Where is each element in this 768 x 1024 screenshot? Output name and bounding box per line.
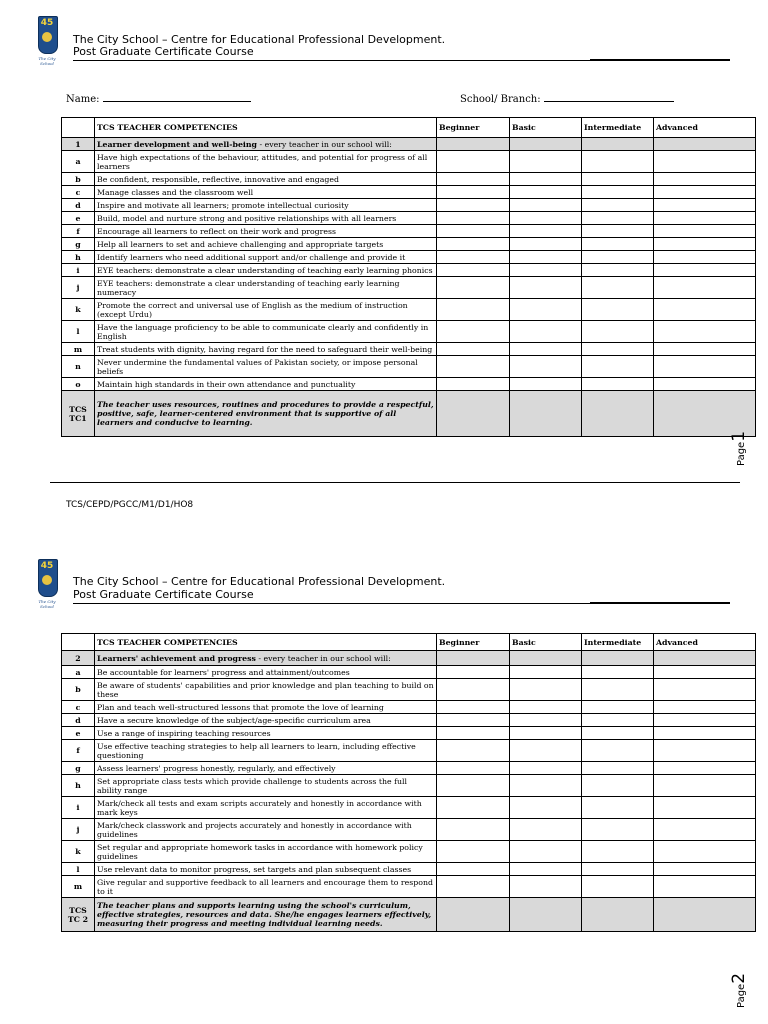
rating-beginner[interactable] — [437, 714, 510, 727]
header-title: The City School – Centre for Educational Professional Development. — [73, 33, 446, 46]
rating-intermediate[interactable] — [582, 819, 654, 841]
competency-text: Assess learners' progress honestly, regularly, and effectively — [95, 762, 437, 775]
table-row — [62, 343, 756, 356]
competency-text: Treat students with dignity, having regard for the need to safeguard their well-being — [95, 343, 437, 356]
rating-intermediate[interactable] — [582, 212, 654, 225]
rating-advanced[interactable] — [654, 863, 756, 876]
competency-text: EYE teachers: demonstrate a clear understanding of teaching early learning phonics — [95, 264, 437, 277]
header-rule-accent — [590, 602, 730, 604]
rating-advanced[interactable] — [654, 321, 756, 343]
rating-advanced[interactable] — [654, 225, 756, 238]
row-id: c — [62, 701, 95, 714]
rating-advanced[interactable] — [654, 238, 756, 251]
tc-statement: The teacher uses resources, routines and procedures to provide a respectful, positive, safe, learner-centered environment that is supportive of all learners and conducive to learning. — [95, 391, 437, 437]
school-logo: 45 The City School — [36, 16, 58, 66]
rating-intermediate[interactable] — [582, 238, 654, 251]
tc-id: TCS TC1 — [62, 391, 95, 437]
table-row — [62, 762, 756, 775]
header-title: The City School – Centre for Educational Professional Development. — [73, 575, 446, 588]
rating-basic[interactable] — [510, 740, 582, 762]
competency-text: Be accountable for learners' progress and attainment/outcomes — [95, 666, 437, 679]
rating-basic[interactable] — [510, 251, 582, 264]
row-id: e — [62, 212, 95, 225]
competency-text: Use relevant data to monitor progress, set targets and plan subsequent classes — [95, 863, 437, 876]
rating-beginner[interactable] — [437, 898, 510, 932]
rating-advanced[interactable] — [654, 343, 756, 356]
competency-text: Plan and teach well-structured lessons that promote the love of learning — [95, 701, 437, 714]
row-id: f — [62, 225, 95, 238]
rating-beginner[interactable] — [437, 679, 510, 701]
table-row — [62, 714, 756, 727]
row-id: b — [62, 173, 95, 186]
rating-beginner[interactable] — [437, 199, 510, 212]
rating-beginner[interactable] — [437, 666, 510, 679]
section-title: Learners' achievement and progress - every teacher in our school will: — [95, 651, 437, 666]
row-id: k — [62, 299, 95, 321]
rating-intermediate[interactable] — [582, 797, 654, 819]
table-row — [62, 212, 756, 225]
rating-advanced[interactable] — [654, 186, 756, 199]
rating-intermediate[interactable] — [582, 199, 654, 212]
table-row — [62, 264, 756, 277]
rating-beginner[interactable] — [437, 863, 510, 876]
rating-beginner[interactable] — [437, 186, 510, 199]
header-subtitle: Post Graduate Certificate Course — [73, 45, 254, 58]
competency-text: Manage classes and the classroom well — [95, 186, 437, 199]
rating-basic[interactable] — [510, 666, 582, 679]
rating-basic[interactable] — [510, 212, 582, 225]
rating-basic[interactable] — [510, 797, 582, 819]
rating-beginner[interactable] — [437, 299, 510, 321]
rating-beginner[interactable] — [437, 264, 510, 277]
rating-beginner[interactable] — [437, 343, 510, 356]
rating-beginner[interactable] — [437, 173, 510, 186]
header-beginner: Beginner — [437, 634, 510, 651]
row-id: d — [62, 714, 95, 727]
row-id: c — [62, 186, 95, 199]
row-id: b — [62, 679, 95, 701]
header-subtitle: Post Graduate Certificate Course — [73, 588, 254, 601]
row-id: l — [62, 863, 95, 876]
rating-intermediate[interactable] — [582, 378, 654, 391]
rating-beginner[interactable] — [437, 819, 510, 841]
rating-advanced[interactable] — [654, 701, 756, 714]
rating-basic[interactable] — [510, 727, 582, 740]
rating-beginner[interactable] — [437, 321, 510, 343]
table-row — [62, 876, 756, 898]
rating-advanced[interactable] — [654, 251, 756, 264]
rating-basic[interactable] — [510, 679, 582, 701]
header-intermediate: Intermediate — [582, 118, 654, 138]
branch-field[interactable]: School/ Branch: — [460, 93, 674, 105]
rating-advanced[interactable] — [654, 264, 756, 277]
row-id: m — [62, 876, 95, 898]
table-row — [62, 666, 756, 679]
table-row — [62, 863, 756, 876]
rating-beginner[interactable] — [437, 238, 510, 251]
competency-text: Mark/check all tests and exam scripts accurately and honestly in accordance with mark keys — [95, 797, 437, 819]
competency-text: Have high expectations of the behaviour, attitudes, and potential for progress of all learners — [95, 151, 437, 173]
table-row — [62, 277, 756, 299]
row-id: j — [62, 277, 95, 299]
page-number: Page1 — [729, 430, 749, 466]
row-id: k — [62, 841, 95, 863]
header-id-cell — [62, 118, 95, 138]
table-row — [62, 841, 756, 863]
header-id-cell — [62, 634, 95, 651]
rating-beginner[interactable] — [437, 701, 510, 714]
competency-text: Have the language proficiency to be able to communicate clearly and confidently in English — [95, 321, 437, 343]
row-id: g — [62, 238, 95, 251]
rating-advanced[interactable] — [654, 391, 756, 437]
rating-advanced[interactable] — [654, 775, 756, 797]
header-advanced: Advanced — [654, 634, 756, 651]
rating-beginner[interactable] — [437, 727, 510, 740]
rating-beginner[interactable] — [437, 225, 510, 238]
table-row — [62, 199, 756, 212]
rating-advanced[interactable] — [654, 666, 756, 679]
tc-id: TCS TC 2 — [62, 898, 95, 932]
rating-intermediate[interactable] — [582, 343, 654, 356]
competency-text: Be confident, responsible, reflective, innovative and engaged — [95, 173, 437, 186]
rating-intermediate[interactable] — [582, 277, 654, 299]
rating-intermediate[interactable] — [582, 898, 654, 932]
rating-intermediate[interactable] — [582, 679, 654, 701]
rating-intermediate[interactable] — [582, 391, 654, 437]
rating-basic[interactable] — [510, 819, 582, 841]
rating-advanced[interactable] — [654, 714, 756, 727]
header-rule-accent — [590, 59, 730, 61]
rating-intermediate[interactable] — [582, 775, 654, 797]
rating-intermediate[interactable] — [582, 740, 654, 762]
rating-basic[interactable] — [510, 775, 582, 797]
rating-basic[interactable] — [510, 238, 582, 251]
rating-basic[interactable] — [510, 863, 582, 876]
header-intermediate: Intermediate — [582, 634, 654, 651]
page-footer-rule — [50, 482, 740, 483]
section-title: Learner development and well-being - every teacher in our school will: — [95, 138, 437, 151]
row-id: a — [62, 666, 95, 679]
rating-beginner[interactable] — [437, 876, 510, 898]
competency-text: Build, model and nurture strong and positive relationships with all learners — [95, 212, 437, 225]
rating-advanced[interactable] — [654, 841, 756, 863]
rating-basic[interactable] — [510, 173, 582, 186]
row-id: n — [62, 356, 95, 378]
rating-intermediate[interactable] — [582, 151, 654, 173]
competency-text: Use a range of inspiring teaching resources — [95, 727, 437, 740]
rating-intermediate[interactable] — [582, 356, 654, 378]
rating-intermediate[interactable] — [582, 727, 654, 740]
table-row — [62, 378, 756, 391]
header-beginner: Beginner — [437, 118, 510, 138]
rating-advanced[interactable] — [654, 762, 756, 775]
rating-advanced[interactable] — [654, 819, 756, 841]
row-id: i — [62, 797, 95, 819]
rating-beginner[interactable] — [437, 775, 510, 797]
rating-intermediate[interactable] — [582, 173, 654, 186]
name-field[interactable]: Name: — [66, 93, 251, 105]
rating-basic[interactable] — [510, 199, 582, 212]
rating-intermediate[interactable] — [582, 701, 654, 714]
rating-advanced[interactable] — [654, 898, 756, 932]
table-row — [62, 701, 756, 714]
table-row — [62, 238, 756, 251]
rating-basic[interactable] — [510, 701, 582, 714]
rating-beginner[interactable] — [437, 277, 510, 299]
rating-basic[interactable] — [510, 391, 582, 437]
competency-text: Give regular and supportive feedback to all learners and encourage them to respond to it — [95, 876, 437, 898]
header-basic: Basic — [510, 634, 582, 651]
row-id: g — [62, 762, 95, 775]
rating-basic[interactable] — [510, 876, 582, 898]
rating-basic[interactable] — [510, 898, 582, 932]
table-row — [62, 679, 756, 701]
rating-basic[interactable] — [510, 151, 582, 173]
table-row — [62, 299, 756, 321]
header-basic: Basic — [510, 118, 582, 138]
row-id: l — [62, 321, 95, 343]
competency-text: Help all learners to set and achieve challenging and appropriate targets — [95, 238, 437, 251]
rating-basic[interactable] — [510, 186, 582, 199]
rating-beginner[interactable] — [437, 356, 510, 378]
header-competencies: TCS TEACHER COMPETENCIES — [95, 118, 437, 138]
page-number: Page2 — [729, 972, 749, 1008]
rating-basic[interactable] — [510, 299, 582, 321]
rating-advanced[interactable] — [654, 277, 756, 299]
competency-text: Inspire and motivate all learners; promote intellectual curiosity — [95, 199, 437, 212]
rating-basic[interactable] — [510, 714, 582, 727]
rating-intermediate[interactable] — [582, 714, 654, 727]
row-id: i — [62, 264, 95, 277]
rating-intermediate[interactable] — [582, 251, 654, 264]
rating-basic[interactable] — [510, 225, 582, 238]
row-id: d — [62, 199, 95, 212]
rating-beginner[interactable] — [437, 391, 510, 437]
rating-intermediate[interactable] — [582, 841, 654, 863]
rating-beginner[interactable] — [437, 740, 510, 762]
rating-advanced[interactable] — [654, 679, 756, 701]
row-id: e — [62, 727, 95, 740]
competency-text: Never undermine the fundamental values of Pakistan society, or impose personal beliefs — [95, 356, 437, 378]
rating-intermediate[interactable] — [582, 321, 654, 343]
rating-beginner[interactable] — [437, 841, 510, 863]
rating-beginner[interactable] — [437, 762, 510, 775]
rating-beginner[interactable] — [437, 212, 510, 225]
table-row — [62, 173, 756, 186]
competency-text: Promote the correct and universal use of English as the medium of instruction (except Urdu) — [95, 299, 437, 321]
rating-advanced[interactable] — [654, 356, 756, 378]
competency-text: Encourage all learners to reflect on their work and progress — [95, 225, 437, 238]
competency-text: Mark/check classwork and projects accurately and honestly in accordance with guidelines — [95, 819, 437, 841]
rating-basic[interactable] — [510, 277, 582, 299]
rating-advanced[interactable] — [654, 378, 756, 391]
row-id: o — [62, 378, 95, 391]
competency-text: Set regular and appropriate homework tasks in accordance with homework policy guidelines — [95, 841, 437, 863]
rating-intermediate[interactable] — [582, 762, 654, 775]
rating-basic[interactable] — [510, 841, 582, 863]
competency-text: Use effective teaching strategies to help all learners to learn, including effective questioning — [95, 740, 437, 762]
section-id: 1 — [62, 138, 95, 151]
competency-text: Have a secure knowledge of the subject/age-specific curriculum area — [95, 714, 437, 727]
rating-beginner[interactable] — [437, 251, 510, 264]
competency-text: EYE teachers: demonstrate a clear understanding of teaching early learning numeracy — [95, 277, 437, 299]
row-id: f — [62, 740, 95, 762]
rating-advanced[interactable] — [654, 876, 756, 898]
rating-advanced[interactable] — [654, 199, 756, 212]
table-row — [62, 819, 756, 841]
competency-table-2 — [61, 633, 756, 932]
rating-beginner[interactable] — [437, 797, 510, 819]
rating-advanced[interactable] — [654, 740, 756, 762]
header-advanced: Advanced — [654, 118, 756, 138]
table-row — [62, 225, 756, 238]
table-row — [62, 356, 756, 378]
rating-advanced[interactable] — [654, 173, 756, 186]
table-row — [62, 797, 756, 819]
document-code: TCS/CEPD/PGCC/M1/D1/HO8 — [66, 500, 194, 510]
row-id: a — [62, 151, 95, 173]
rating-advanced[interactable] — [654, 299, 756, 321]
competency-text: Be aware of students' capabilities and prior knowledge and plan teaching to build on these — [95, 679, 437, 701]
rating-advanced[interactable] — [654, 212, 756, 225]
competency-text: Set appropriate class tests which provide challenge to students across the full ability range — [95, 775, 437, 797]
rating-basic[interactable] — [510, 321, 582, 343]
table-row — [62, 186, 756, 199]
rating-beginner[interactable] — [437, 151, 510, 173]
tc-statement: The teacher plans and supports learning using the school's curriculum, effective strategies, resources and data. She/he engages learners effectively, measuring their progress and meeting individual learning needs. — [95, 898, 437, 932]
rating-basic[interactable] — [510, 264, 582, 277]
row-id: h — [62, 775, 95, 797]
rating-advanced[interactable] — [654, 151, 756, 173]
competency-text: Identify learners who need additional support and/or challenge and provide it — [95, 251, 437, 264]
rating-beginner[interactable] — [437, 378, 510, 391]
rating-intermediate[interactable] — [582, 299, 654, 321]
school-logo: 45 The City School — [36, 559, 58, 609]
table-row — [62, 251, 756, 264]
rating-intermediate[interactable] — [582, 225, 654, 238]
rating-basic[interactable] — [510, 343, 582, 356]
table-row — [62, 321, 756, 343]
rating-intermediate[interactable] — [582, 863, 654, 876]
rating-intermediate[interactable] — [582, 186, 654, 199]
table-row — [62, 740, 756, 762]
rating-basic[interactable] — [510, 378, 582, 391]
rating-intermediate[interactable] — [582, 666, 654, 679]
table-row — [62, 727, 756, 740]
rating-basic[interactable] — [510, 762, 582, 775]
competency-text: Maintain high standards in their own attendance and punctuality — [95, 378, 437, 391]
table-row — [62, 775, 756, 797]
rating-advanced[interactable] — [654, 727, 756, 740]
table-row — [62, 151, 756, 173]
row-id: h — [62, 251, 95, 264]
rating-advanced[interactable] — [654, 797, 756, 819]
row-id: m — [62, 343, 95, 356]
row-id: j — [62, 819, 95, 841]
rating-intermediate[interactable] — [582, 876, 654, 898]
section-id: 2 — [62, 651, 95, 666]
rating-intermediate[interactable] — [582, 264, 654, 277]
header-competencies: TCS TEACHER COMPETENCIES — [95, 634, 437, 651]
rating-basic[interactable] — [510, 356, 582, 378]
competency-table-1 — [61, 117, 756, 437]
